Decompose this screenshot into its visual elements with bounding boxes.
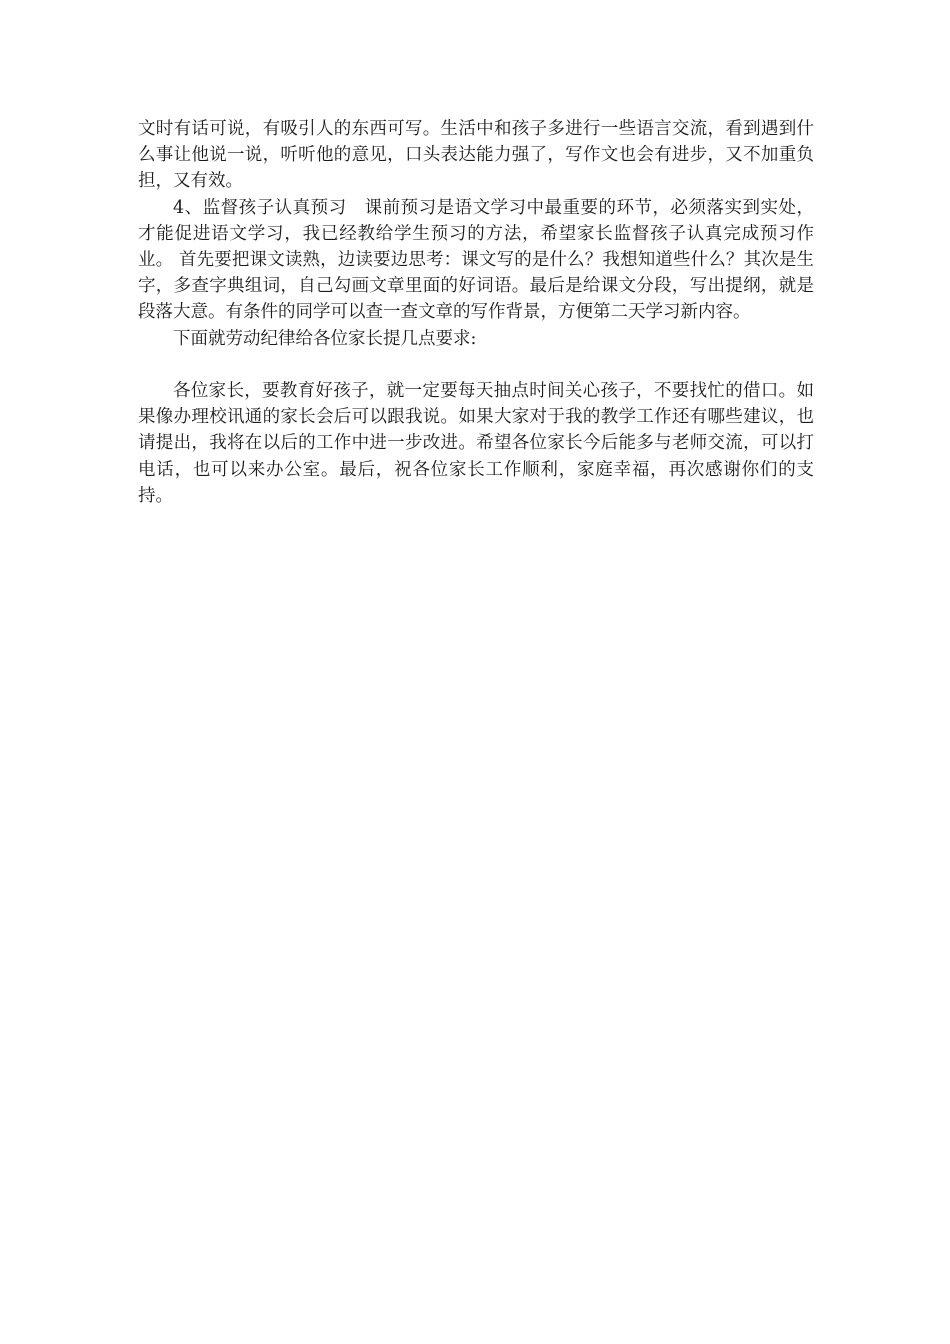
document-body — [138, 116, 814, 509]
paragraph-continuation: 文时有话可说，有吸引人的东西可写。生活中和孩子多进行一些语言交流，看到遇到什么事让他说一说，听听他的意见，口头表达能力强了，写作文也会有进步，又不加重负担，又有效。 — [138, 119, 814, 192]
paragraph-preview-supervision: 4、监督孩子认真预习 课前预习是语文学习中最重要的环节，必须落实到实处，才能促进语文学习，我已经教给学生预习的方法，希望家长监督孩子认真完成预习作业。 首先要把课文读熟，边读要边思考：课文写的是什么？我想知道些什么？其次是生字，多查字典组词，自己勾画文章里面的好词语。最后是给课文分段，写出提纲，就是段落大意。有条件的同学可以查一查文章的写作背景，方便第二天学习新内容。 — [138, 197, 814, 323]
paragraph-spacer — [138, 352, 814, 378]
paragraph-requirements-intro: 下面就劳动纪律给各位家长提几点要求: — [173, 328, 477, 349]
paragraph-closing: 各位家长，要教育好孩子，就一定要每天抽点时间关心孩子，不要找忙的借口。如果像办理校讯通的家长会后可以跟我说。如果大家对于我的教学工作还有哪些建议，也请提出，我将在以后的工作中进一步改进。希望各位家长今后能多与老师交流，可以打电话，也可以来办公室。最后，祝各位家长工作顺利，家庭幸福，再次感谢你们的支持。 — [138, 381, 814, 506]
